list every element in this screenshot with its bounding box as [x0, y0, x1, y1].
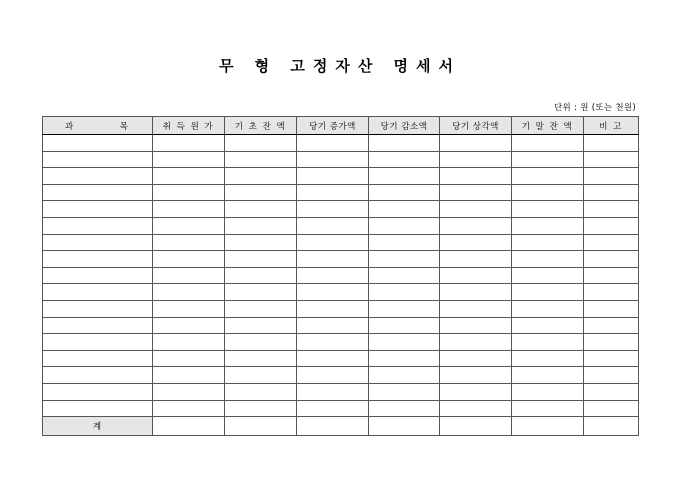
table-cell[interactable]: [225, 267, 297, 284]
table-cell[interactable]: [512, 267, 584, 284]
table-cell[interactable]: [584, 334, 639, 351]
table-cell[interactable]: [440, 201, 512, 218]
table-cell[interactable]: [440, 383, 512, 400]
table-cell[interactable]: [512, 135, 584, 152]
table-cell[interactable]: [225, 168, 297, 185]
table-cell[interactable]: [369, 168, 440, 185]
asset-ledger-table: [42, 116, 639, 436]
table-row: [43, 267, 639, 284]
table-cell[interactable]: [225, 383, 297, 400]
table-cell[interactable]: [297, 284, 369, 301]
table-cell[interactable]: [43, 367, 153, 384]
table-cell[interactable]: [297, 251, 369, 268]
table-cell[interactable]: [369, 201, 440, 218]
table-cell[interactable]: [43, 334, 153, 351]
table-cell[interactable]: [440, 300, 512, 317]
total-cell[interactable]: [512, 417, 584, 436]
table-cell[interactable]: [440, 135, 512, 152]
table-cell[interactable]: [440, 234, 512, 251]
table-cell[interactable]: [297, 383, 369, 400]
table-row: [43, 168, 639, 185]
table-cell[interactable]: [369, 217, 440, 234]
table-cell[interactable]: [584, 367, 639, 384]
table-row: [43, 383, 639, 400]
table-cell[interactable]: [440, 350, 512, 367]
table-cell[interactable]: [225, 317, 297, 334]
header-increase: 당기 증가액: [297, 117, 369, 135]
table-cell[interactable]: [512, 234, 584, 251]
table-cell[interactable]: [440, 217, 512, 234]
table-cell[interactable]: [584, 151, 639, 168]
table-cell[interactable]: [512, 300, 584, 317]
total-cell[interactable]: [225, 417, 297, 436]
table-cell[interactable]: [369, 317, 440, 334]
table-cell[interactable]: [153, 383, 225, 400]
table-cell[interactable]: [225, 400, 297, 417]
table-cell[interactable]: [43, 400, 153, 417]
table-cell[interactable]: [440, 168, 512, 185]
table-cell[interactable]: [440, 151, 512, 168]
table-header-row: [43, 117, 639, 135]
table-row: [43, 184, 639, 201]
table-row: [43, 151, 639, 168]
unit-note: 단위 : 원 (또는 천원): [554, 103, 636, 113]
table-cell[interactable]: [512, 383, 584, 400]
table-cell[interactable]: [297, 367, 369, 384]
table-cell[interactable]: [512, 184, 584, 201]
total-cell[interactable]: [440, 417, 512, 436]
table-cell[interactable]: [440, 334, 512, 351]
table-cell[interactable]: [43, 135, 153, 152]
table-cell[interactable]: [153, 334, 225, 351]
table-cell[interactable]: [43, 184, 153, 201]
table-cell[interactable]: [369, 267, 440, 284]
table-cell[interactable]: [512, 168, 584, 185]
table-row: [43, 350, 639, 367]
table-cell[interactable]: [153, 300, 225, 317]
table-cell[interactable]: [584, 234, 639, 251]
table-cell[interactable]: [153, 184, 225, 201]
total-cell[interactable]: [584, 417, 639, 436]
table-row: [43, 201, 639, 218]
header-subject-left: 과: [65, 121, 74, 132]
table-cell[interactable]: [225, 217, 297, 234]
table-cell[interactable]: [584, 217, 639, 234]
table-cell[interactable]: [369, 234, 440, 251]
header-acquisition-cost: 취 득 원 가: [153, 117, 225, 135]
table-cell[interactable]: [153, 317, 225, 334]
table-cell[interactable]: [584, 251, 639, 268]
table-cell[interactable]: [43, 168, 153, 185]
table-cell[interactable]: [369, 300, 440, 317]
table-row: [43, 234, 639, 251]
table-cell[interactable]: [584, 168, 639, 185]
table-cell[interactable]: [225, 300, 297, 317]
table-cell[interactable]: [153, 151, 225, 168]
table-cell[interactable]: [584, 350, 639, 367]
table-cell[interactable]: [297, 334, 369, 351]
table-cell[interactable]: [584, 383, 639, 400]
table-row: [43, 317, 639, 334]
table-cell[interactable]: [512, 217, 584, 234]
table-cell[interactable]: [43, 383, 153, 400]
table-cell[interactable]: [584, 201, 639, 218]
table-cell[interactable]: [584, 135, 639, 152]
table-body: [43, 135, 639, 436]
table-cell[interactable]: [369, 400, 440, 417]
table-cell[interactable]: [584, 284, 639, 301]
table-cell[interactable]: [369, 334, 440, 351]
table-cell[interactable]: [43, 317, 153, 334]
table-row: [43, 367, 639, 384]
table-row: [43, 135, 639, 152]
table-cell[interactable]: [153, 367, 225, 384]
table-cell[interactable]: [297, 135, 369, 152]
table-cell[interactable]: [225, 284, 297, 301]
table-row: [43, 400, 639, 417]
table-cell[interactable]: [512, 367, 584, 384]
table-cell[interactable]: [584, 300, 639, 317]
table-cell[interactable]: [225, 151, 297, 168]
table-cell[interactable]: [153, 400, 225, 417]
table-cell[interactable]: [584, 267, 639, 284]
table-cell[interactable]: [225, 184, 297, 201]
table-row: [43, 300, 639, 317]
table-cell[interactable]: [43, 267, 153, 284]
table-cell[interactable]: [512, 350, 584, 367]
table-cell[interactable]: [297, 300, 369, 317]
table-cell[interactable]: [512, 201, 584, 218]
table-cell[interactable]: [43, 151, 153, 168]
table-cell[interactable]: [512, 284, 584, 301]
table-cell[interactable]: [153, 267, 225, 284]
table-cell[interactable]: [43, 350, 153, 367]
table-cell[interactable]: [153, 251, 225, 268]
table-cell[interactable]: [440, 267, 512, 284]
table-row: [43, 334, 639, 351]
table-cell[interactable]: [297, 151, 369, 168]
total-cell[interactable]: [297, 417, 369, 436]
table-cell[interactable]: [225, 251, 297, 268]
table-cell[interactable]: [297, 217, 369, 234]
table-cell[interactable]: [440, 284, 512, 301]
table-cell[interactable]: [43, 234, 153, 251]
table-cell[interactable]: [153, 168, 225, 185]
table-cell[interactable]: [584, 317, 639, 334]
table-cell[interactable]: [369, 367, 440, 384]
table-cell[interactable]: [369, 151, 440, 168]
table-cell[interactable]: [43, 251, 153, 268]
table-cell[interactable]: [440, 184, 512, 201]
table-cell[interactable]: [153, 135, 225, 152]
table-cell[interactable]: [153, 350, 225, 367]
table-cell[interactable]: [369, 135, 440, 152]
table-row: [43, 284, 639, 301]
table-row: [43, 251, 639, 268]
header-subject-right: 목: [119, 121, 128, 132]
table-row: [43, 217, 639, 234]
table-cell[interactable]: [369, 383, 440, 400]
table-cell[interactable]: [43, 217, 153, 234]
header-decrease: 당기 감소액: [369, 117, 440, 135]
table-cell[interactable]: [43, 284, 153, 301]
total-row: [43, 417, 639, 436]
table-cell[interactable]: [369, 251, 440, 268]
header-closing-balance: 기 말 잔 액: [512, 117, 584, 135]
table-cell[interactable]: [153, 284, 225, 301]
table-cell[interactable]: [153, 217, 225, 234]
table-cell[interactable]: [297, 168, 369, 185]
document-title: 무 형 고정자산 명세서: [218, 57, 462, 75]
table-cell[interactable]: [512, 151, 584, 168]
table-cell[interactable]: [512, 317, 584, 334]
table-cell[interactable]: [440, 367, 512, 384]
table-cell[interactable]: [584, 400, 639, 417]
table-cell[interactable]: [225, 135, 297, 152]
table-cell[interactable]: [440, 400, 512, 417]
table-cell[interactable]: [512, 334, 584, 351]
header-remarks: 비 고: [584, 117, 639, 135]
table-cell[interactable]: [225, 201, 297, 218]
table-cell[interactable]: [369, 184, 440, 201]
table-cell[interactable]: [512, 251, 584, 268]
table-cell[interactable]: [297, 267, 369, 284]
table-cell[interactable]: [225, 334, 297, 351]
table-cell[interactable]: [440, 317, 512, 334]
table-cell[interactable]: [153, 201, 225, 218]
table-cell[interactable]: [225, 367, 297, 384]
table-cell[interactable]: [297, 317, 369, 334]
table-cell[interactable]: [43, 201, 153, 218]
header-amortization: 당기 상각액: [440, 117, 512, 135]
total-cell[interactable]: [369, 417, 440, 436]
table-cell[interactable]: [153, 234, 225, 251]
table-cell[interactable]: [297, 350, 369, 367]
table-cell[interactable]: [512, 400, 584, 417]
header-opening-balance: 기 초 잔 액: [225, 117, 297, 135]
table-cell[interactable]: [297, 400, 369, 417]
table-cell[interactable]: [225, 234, 297, 251]
table-cell[interactable]: [369, 350, 440, 367]
table-cell[interactable]: [440, 251, 512, 268]
total-cell[interactable]: [153, 417, 225, 436]
table-cell[interactable]: [297, 201, 369, 218]
table-cell[interactable]: [297, 184, 369, 201]
table-cell[interactable]: [584, 184, 639, 201]
header-subject: [43, 117, 153, 135]
table-cell[interactable]: [43, 300, 153, 317]
table-cell[interactable]: [369, 284, 440, 301]
total-label: 계: [43, 417, 153, 436]
table-cell[interactable]: [297, 234, 369, 251]
table-cell[interactable]: [225, 350, 297, 367]
